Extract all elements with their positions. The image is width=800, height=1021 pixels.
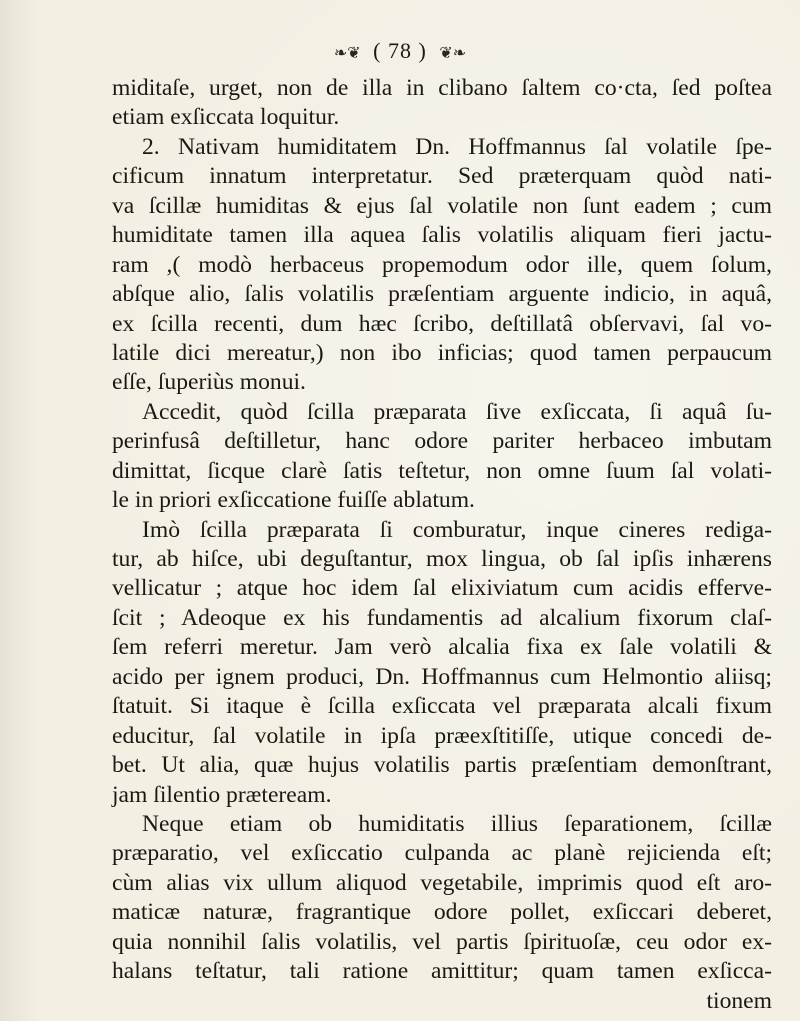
text-line: ſem referri meretur. Jam verò alcalia fixa ex ſale volatili & bbox=[112, 634, 772, 661]
text-line: ex ſcilla recenti, dum hæc ſcribo, deſtillatâ obſervavi, ſal vo- bbox=[112, 310, 772, 337]
page-header bbox=[0, 38, 800, 64]
text-line: Neque etiam ob humiditatis illius ſeparationem, ſcillæ bbox=[142, 810, 772, 837]
text-line: halans teſtatur, tali ratione amittitur; quam tamen exſicca- bbox=[112, 958, 772, 985]
text-line: humiditate tamen illa aquea ſalis volatilis aliquam fieri jactu- bbox=[112, 222, 772, 249]
text-line: maticæ naturæ, fragrantique odore pollet, exſiccari deberet, bbox=[112, 899, 772, 926]
page-number: ( 78 ) bbox=[373, 38, 427, 63]
text-line: quia nonnihil ſalis volatilis, vel partis ſpirituoſæ, ceu odor ex- bbox=[112, 928, 772, 955]
text-line: jam ſilentio præteream. bbox=[112, 781, 332, 808]
text-line: perinfusâ deſtilletur, hanc odore pariter herbaceo imbutam bbox=[112, 428, 772, 455]
text-line: dimittat, ſicque clarè ſatis teſtetur, non omne ſuum ſal volati- bbox=[112, 457, 772, 484]
text-line: va ſcillæ humiditas & ejus ſal volatile non ſunt eadem ; cum bbox=[112, 192, 772, 219]
text-line: ſtatuit. Si itaque è ſcilla exſiccata vel præparata alcali fixum bbox=[112, 693, 772, 720]
ornament-left: ❧❦ bbox=[333, 45, 361, 62]
ornament-right: ❦❧ bbox=[439, 45, 467, 62]
text-line: etiam exſiccata loquitur. bbox=[112, 104, 340, 131]
text-line: vellicatur ; atque hoc idem ſal elixiviatum cum acidis efferve- bbox=[112, 575, 772, 602]
text-line: eſſe, ſuperiùs monui. bbox=[112, 369, 306, 396]
text-line: abſque alio, ſalis volatilis præſentiam arguente indicio, in aquâ, bbox=[112, 281, 772, 308]
text-line: le in priori exſiccatione fuiſſe ablatum. bbox=[112, 487, 475, 514]
text-line: tionem bbox=[706, 987, 772, 1014]
page-gutter-shadow bbox=[0, 0, 40, 1021]
text-line: præparatio, vel exſiccatio culpanda ac planè rejicienda eſt; bbox=[112, 840, 772, 867]
text-line: miditaſe, urget, non de illa in clibano ſaltem co·cta, ſed poſtea bbox=[112, 75, 772, 101]
text-line: acido per ignem produci, Dn. Hoffmannus cum Helmontio aliisq; bbox=[112, 663, 772, 690]
text-line: Imò ſcilla præparata ſi comburatur, inque cineres rediga- bbox=[142, 516, 772, 543]
text-line: educitur, ſal volatile in ipſa præexſtitiſſe, utique concedi de- bbox=[112, 722, 772, 749]
body-text bbox=[112, 74, 772, 1016]
text-line: ſcit ; Adeoque ex his fundamentis ad alcalium fixorum claſ- bbox=[112, 604, 772, 631]
text-line: cùm alias vix ullum aliquod vegetabile, imprimis quod eſt aro- bbox=[112, 869, 772, 896]
text-line: latile dici mereatur,) non ibo inficias; quod tamen perpaucum bbox=[112, 339, 772, 366]
text-line: bet. Ut alia, quæ hujus volatilis partis præſentiam demonſtrant, bbox=[112, 752, 772, 779]
text-line: Accedit, quòd ſcilla præparata ſive exſiccata, ſi aquâ ſu- bbox=[142, 398, 772, 425]
text-line: 2. Nativam humiditatem Dn. Hoffmannus ſal volatile ſpe- bbox=[142, 133, 772, 160]
text-line: cificum innatum interpretatur. Sed præterquam quòd nati- bbox=[112, 163, 772, 190]
text-line: ram ,( modò herbaceus propemodum odor ille, quem ſolum, bbox=[112, 251, 772, 278]
text-line: tur, ab hiſce, ubi deguſtantur, mox lingua, ob ſal ipſis inhærens bbox=[112, 546, 772, 572]
